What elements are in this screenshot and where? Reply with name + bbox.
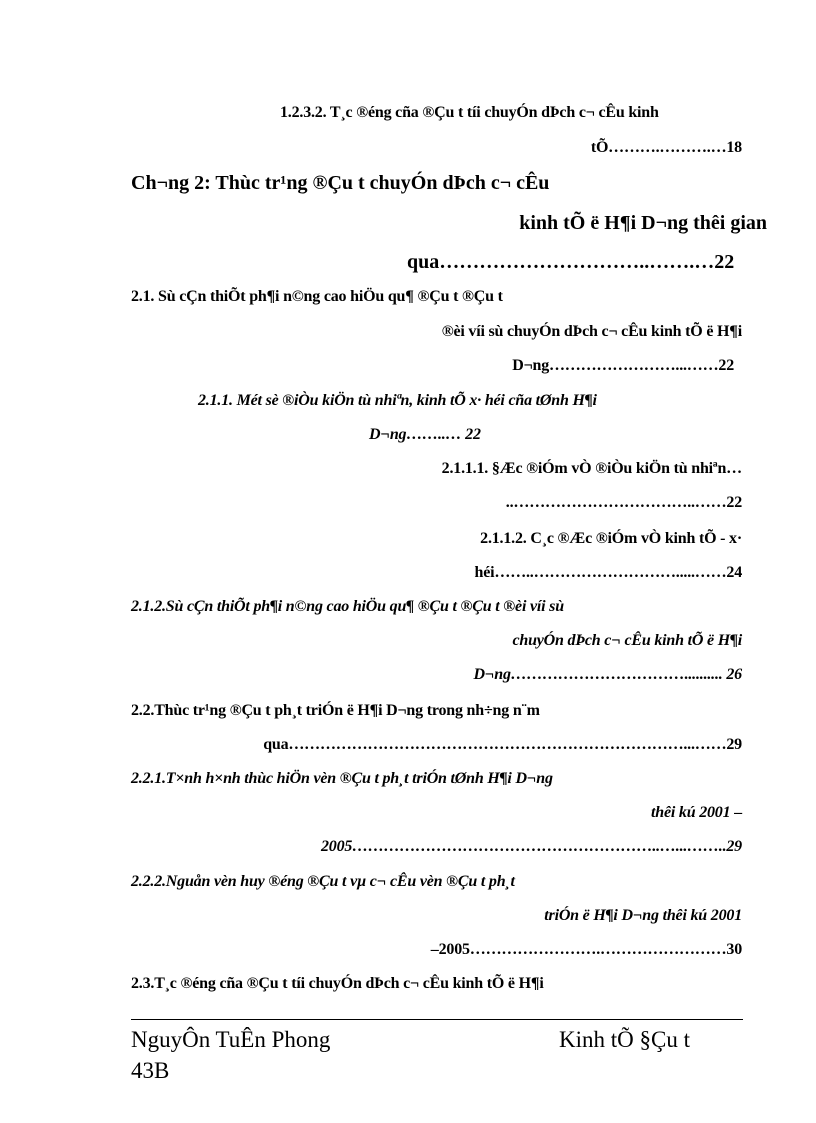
toc-entry-2-2-2-cont: triÓn ë H¶i D¬ng thêi kú 2001 [544, 907, 742, 924]
toc-entry-2-1-2: 2.1.2.Sù cÇn thiÕt ph¶i n©ng cao hiÖu qu¶ ®Çu t ®Çu t ®èi víi sù [131, 598, 564, 615]
toc-entry-2-2-1-page: 2005…………………………………………………..…...……..29 [320, 838, 742, 855]
toc-entry-2-2-2: 2.2.2.Nguån vèn huy ®éng ®Çu t vµ c¬ cÊu vèn ®Çu t ph¸t [131, 873, 515, 890]
toc-entry-2-2-page: qua…………………………………………………………………...……29 [263, 736, 742, 753]
toc-entry-2-1-page: D¬ng……………………...……22 [512, 357, 734, 374]
footer-author: NguyÔn TuÊn Phong [131, 1027, 331, 1052]
toc-entry-2-2-1: 2.2.1.T×nh h×nh thùc hiÖn vèn ®Çu t ph¸t triÓn tØnh H¶i D¬ng [131, 770, 553, 787]
toc-entry-2-1-2-page: D¬ng…………………………….......... 26 [473, 666, 742, 683]
toc-entry-2-2-2-page: –2005…………………….……………………30 [430, 941, 742, 958]
toc-entry-2-1-1: 2.1.1. Mét sè ®iÒu kiÖn tù nhiªn, kinh tÕ x· héi cña tØnh H¶i [198, 392, 597, 409]
footer-divider [131, 1019, 743, 1020]
toc-chapter-2-page: qua…………………………..…….…22 [407, 251, 735, 273]
toc-entry-2-1-1-1-page: ..……………………………..……22 [505, 494, 742, 511]
toc-entry-2-2-1-cont: thêi kú 2001 – [651, 804, 742, 821]
toc-entry-1-2-3-2: 1.2.3.2. T¸c ®éng cña ®Çu t tíi chuyÓn dÞch c¬ cÊu kinh [280, 104, 659, 121]
toc-entry-2-1: 2.1. Sù cÇn thiÕt ph¶i n©ng cao hiÖu qu¶ ®Çu t ®Çu t [131, 288, 503, 305]
toc-entry-2-1-1-1: 2.1.1.1. §Æc ®iÓm vÒ ®iÒu kiÖn tù nhiªn… [441, 460, 742, 477]
toc-entry-2-1-1-2-page: héi……..……………………….....……24 [474, 564, 742, 581]
toc-entry-2-1-2-cont: chuyÓn dÞch c¬ cÊu kinh tÕ ë H¶i [512, 632, 742, 649]
toc-entry-1-2-3-2-page: tÕ……….……….…18 [590, 139, 742, 156]
toc-entry-2-1-1-page: D¬ng……..… 22 [369, 426, 481, 443]
toc-chapter-2: Ch¬ng 2: Thùc tr¹ng ®Çu t chuyÓn dÞch c¬ cÊu [131, 172, 550, 194]
toc-entry-2-3: 2.3.T¸c ®éng cña ®Çu t tíi chuyÓn dÞch c¬ cÊu kinh tÕ ë H¶i [131, 975, 544, 992]
toc-entry-2-2: 2.2.Thùc tr¹ng ®Çu t ph¸t triÓn ë H¶i D¬ng trong nh÷ng n¨m [131, 702, 540, 719]
toc-entry-2-1-cont: ®èi víi sù chuyÓn dÞch c¬ cÊu kinh tÕ ë H¶i [441, 323, 742, 340]
footer-department: Kinh tÕ §Çu t [559, 1027, 690, 1052]
footer-class: 43B [131, 1058, 170, 1083]
toc-entry-2-1-1-2: 2.1.1.2. C¸c ®Æc ®iÓm vÒ kinh tÕ - x· [480, 530, 742, 547]
toc-chapter-2-cont: kinh tÕ ë H¶i D¬ng thêi gian [519, 212, 767, 234]
